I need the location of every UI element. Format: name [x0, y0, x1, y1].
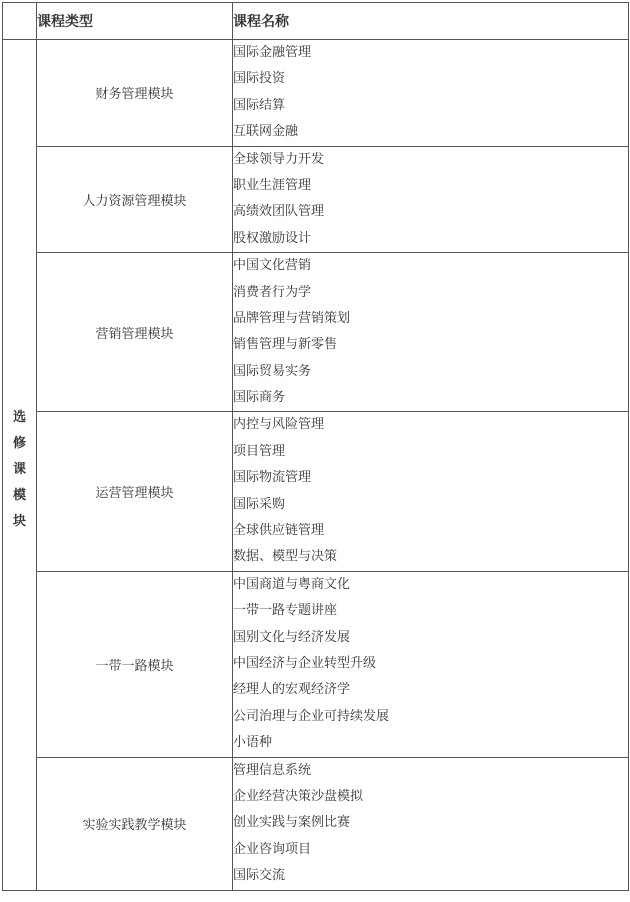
course-item: 高绩效团队管理	[233, 204, 325, 220]
course-item: 国际金融管理	[233, 45, 312, 60]
course-item: 国别文化与经济发展	[233, 629, 351, 645]
header-row	[3, 3, 629, 40]
course-item: 国际物流管理	[233, 470, 312, 486]
side-label-char: 选	[12, 409, 26, 425]
course-item: 经理人的宏观经济学	[233, 682, 351, 698]
module-row	[3, 40, 629, 147]
course-item: 中国文化营销	[233, 258, 312, 274]
course-item: 品牌管理与营销策划	[233, 310, 351, 326]
course-item: 公司治理与企业可持续发展	[233, 708, 390, 724]
course-item: 国际商务	[233, 390, 286, 406]
course-item: 国际采购	[233, 496, 286, 512]
course-item: 中国商道与粤商文化	[233, 576, 351, 592]
module-row	[3, 253, 629, 412]
course-item: 小语种	[233, 735, 273, 751]
course-item: 国际贸易实务	[233, 363, 312, 379]
course-item: 股权激励设计	[233, 230, 312, 246]
header-course-type: 课程类型	[37, 3, 233, 40]
elective-module-side-label	[3, 395, 36, 535]
module-row	[3, 412, 629, 571]
course-item: 内控与风险管理	[233, 417, 325, 433]
course-table	[2, 2, 629, 891]
course-item: 项目管理	[233, 443, 286, 459]
course-item: 一带一路专题讲座	[233, 603, 338, 619]
side-label-char: 块	[12, 513, 26, 529]
module-type-cell: 实验实践教学模块	[37, 757, 233, 890]
side-label-char: 课	[12, 461, 26, 477]
course-item: 数据、模型与决策	[233, 549, 338, 565]
module-type-cell: 人力资源管理模块	[37, 146, 233, 253]
module-type-cell: 营销管理模块	[37, 253, 233, 412]
course-item: 全球供应链管理	[233, 523, 325, 539]
course-item: 国际结算	[233, 97, 286, 113]
module-courses-cell	[233, 571, 629, 757]
header-course-name: 课程名称	[233, 3, 629, 40]
module-courses-cell	[233, 146, 629, 253]
course-item: 企业咨询项目	[233, 841, 312, 857]
course-item: 管理信息系统	[233, 762, 312, 778]
course-item: 国际投资	[233, 71, 286, 87]
course-item: 全球领导力开发	[233, 151, 325, 167]
module-row	[3, 571, 629, 757]
elective-module-side-label-cell	[3, 40, 37, 891]
course-item: 创业实践与案例比赛	[233, 815, 351, 831]
module-row	[3, 757, 629, 890]
course-item: 互联网金融	[233, 124, 299, 140]
module-courses-cell	[233, 412, 629, 571]
module-type-cell: 运营管理模块	[37, 412, 233, 571]
module-type-cell: 财务管理模块	[37, 40, 233, 147]
module-row	[3, 146, 629, 253]
side-label-char: 模	[12, 487, 26, 503]
side-label-char: 修	[12, 435, 26, 451]
course-item: 消费者行为学	[233, 284, 312, 300]
course-item: 职业生涯管理	[233, 177, 312, 193]
course-item: 销售管理与新零售	[233, 337, 338, 353]
header-blank-cell	[3, 3, 37, 40]
course-item: 企业经营决策沙盘模拟	[233, 788, 364, 804]
module-courses-cell	[233, 253, 629, 412]
course-item: 中国经济与企业转型升级	[233, 655, 377, 671]
module-courses-cell	[233, 757, 629, 890]
module-courses-cell	[233, 40, 629, 147]
module-type-cell: 一带一路模块	[37, 571, 233, 757]
course-item: 国际交流	[233, 868, 286, 884]
